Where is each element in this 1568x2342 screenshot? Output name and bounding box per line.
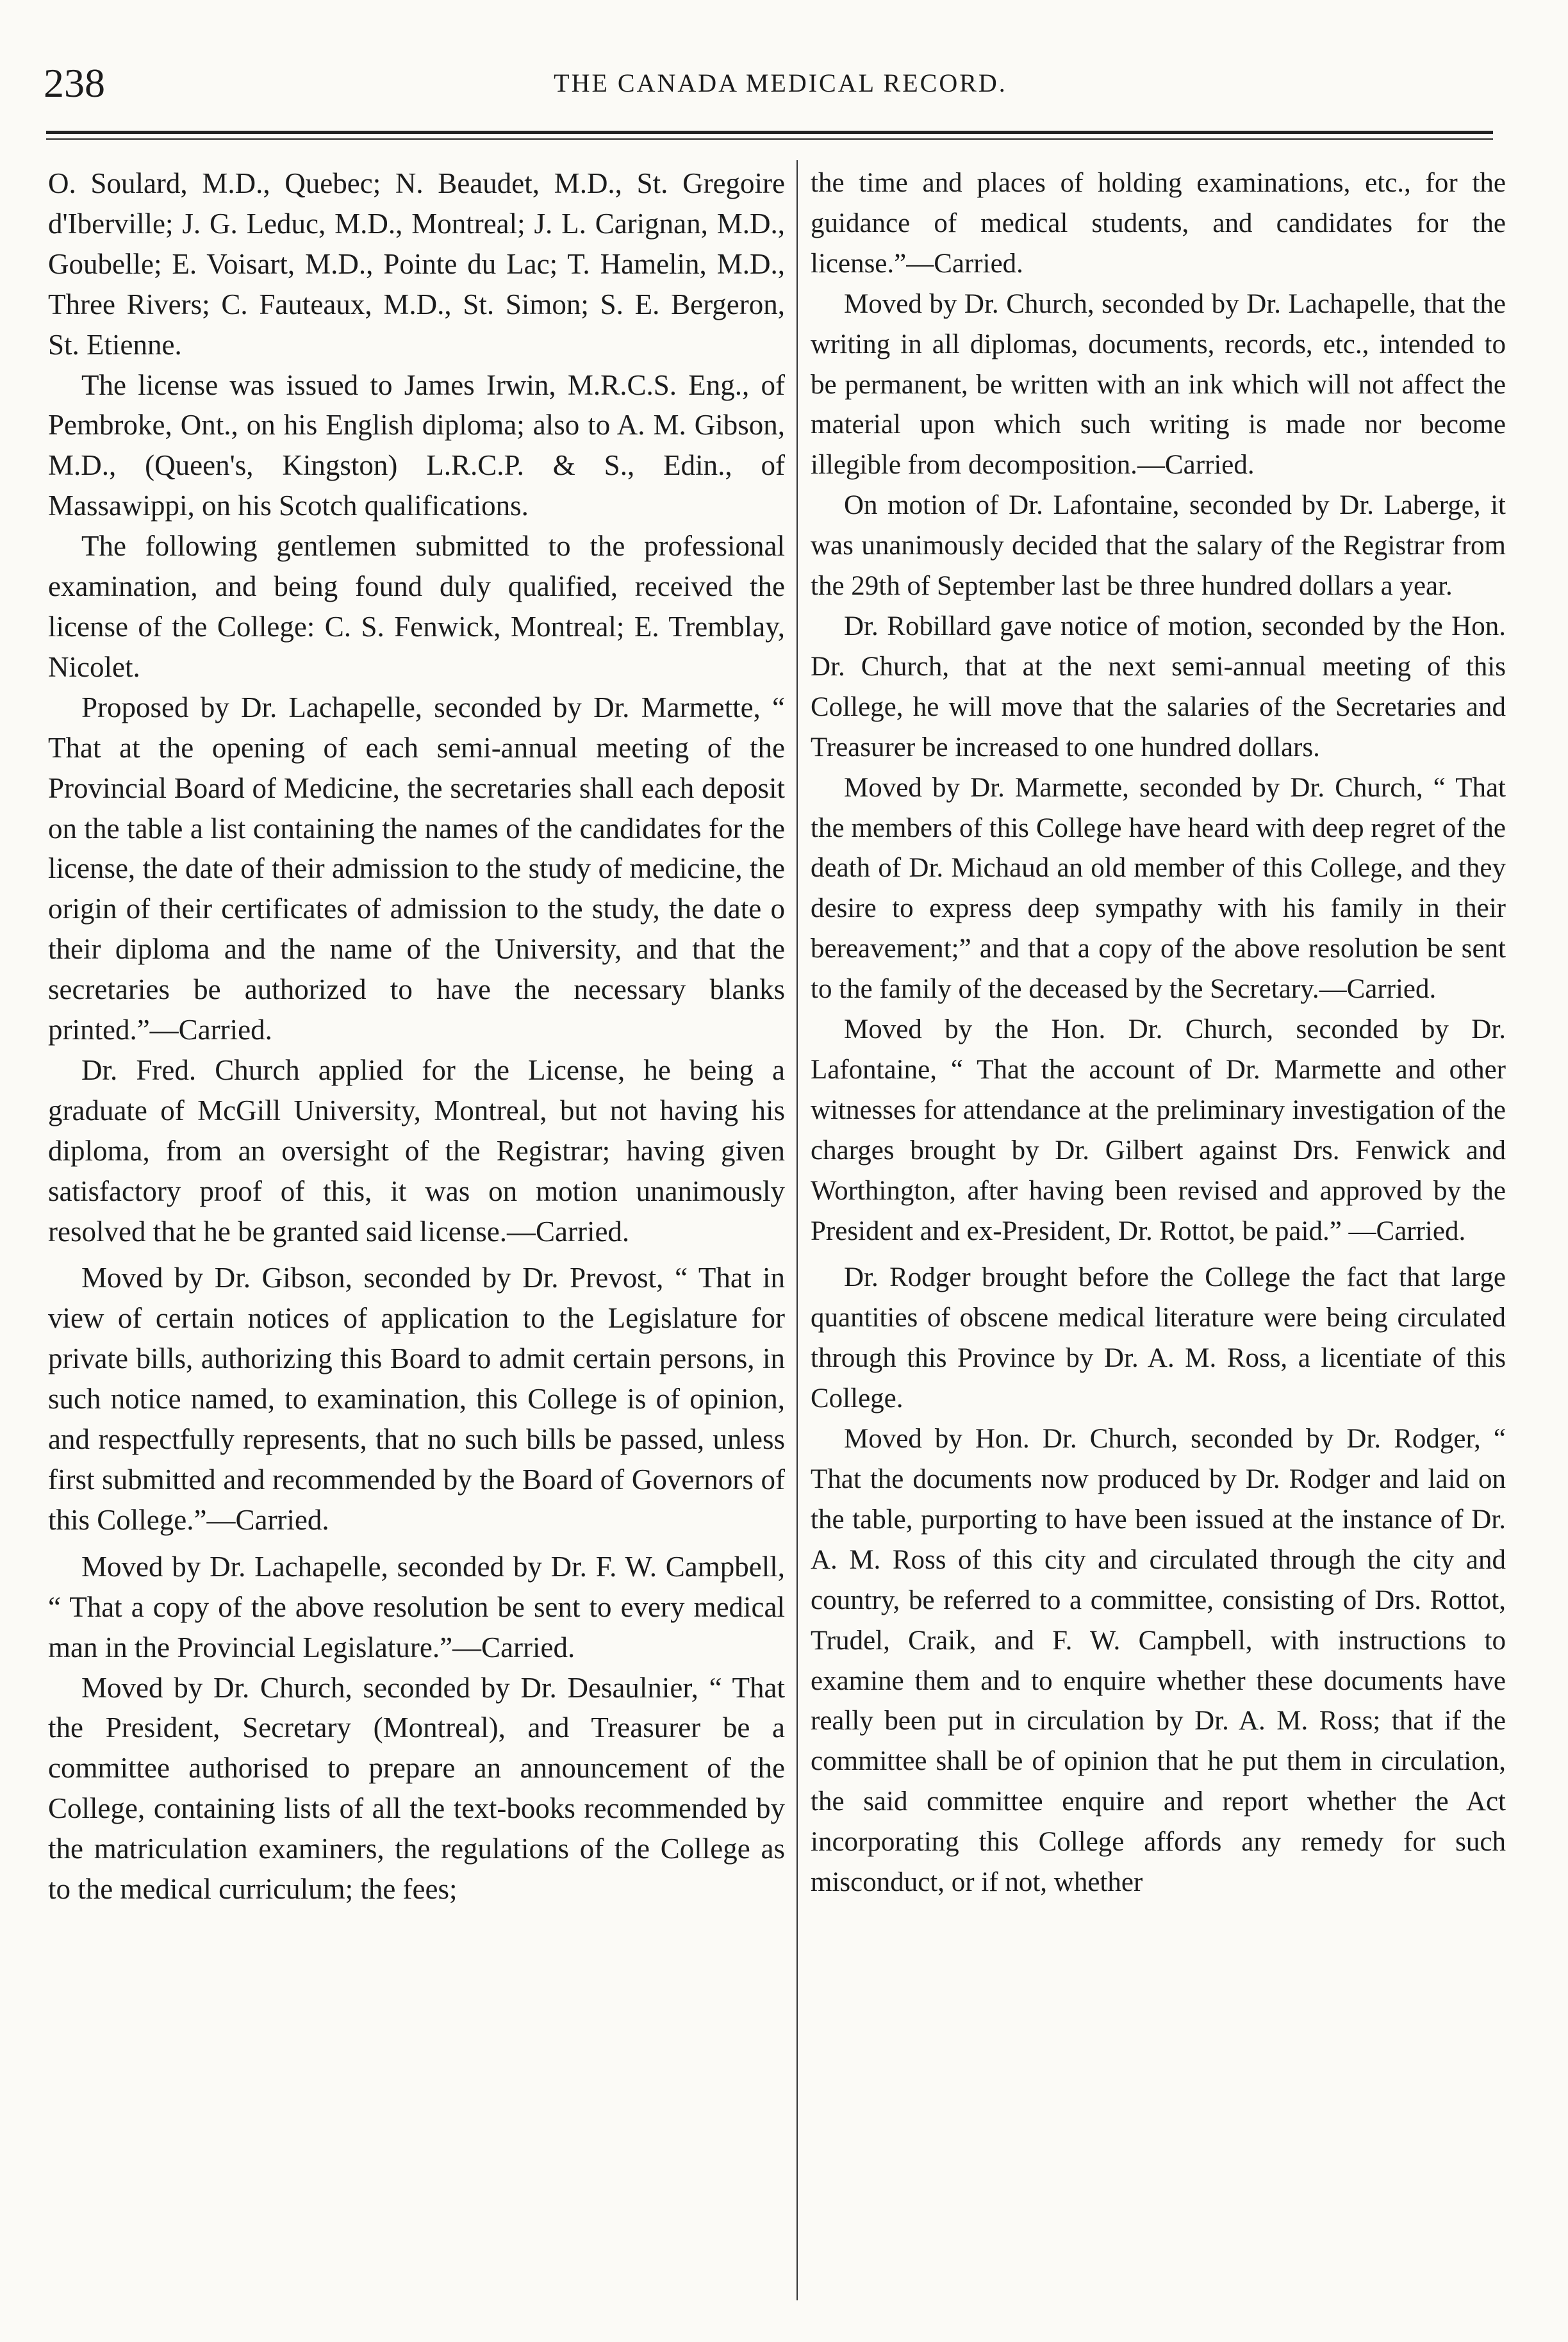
paragraph: Dr. Rodger brought before the College the fact that large quantities of obscene medical literature were being circulated through this Province by Dr. A. M. Ross, a licentiate of this College. [811, 1262, 1506, 1414]
paragraph: On motion of Dr. Lafontaine, seconded by Dr. Laberge, it was unanimously decided that the salary of the Registrar from the 29th of September last be three hundred dollars a year. [811, 490, 1506, 602]
paragraph: Proposed by Dr. Lachapelle, seconded by Dr. Marmette, “ That at the opening of each semi-annual meeting of the Provincial Board of Medicine, the secretaries shall each deposit on the table a list containing the names of the candidates for the license, the date of their admission to the study of medicine, the origin of their certificates of admission to the study, the date o their diploma and the name of the University, and that the secretaries be authorized to have the necessary blanks printed.”—Carried. [48, 691, 785, 1046]
paragraph: Moved by Dr. Marmette, seconded by Dr. Church, “ That the members of this College have heard with deep regret of the death of Dr. Michaud an old member of this College, and they desire to express deep sympathy with his family in their bereavement;” and that a copy of the above resolution be sent to the family of the deceased by the Secretary.—Carried. [811, 772, 1506, 1005]
right-column [811, 163, 1506, 1903]
paragraph: O. Soulard, M.D., Quebec; N. Beaudet, M.D., St. Gregoire d'Iberville; J. G. Leduc, M.D., Montreal; J. L. Carignan, M.D., Goubelle; E. Voisart, M.D., Pointe du Lac; T. Hamelin, M.D., Three Rivers; C. Fauteaux, M.D., St. Simon; S. E. Bergeron, St. Etienne. [48, 167, 785, 361]
running-title: THE CANADA MEDICAL RECORD. [554, 69, 1007, 97]
paragraph: the time and places of holding examinations, etc., for the guidance of medical students, and candidates for the license.”—Carried. [811, 168, 1506, 279]
paragraph: Dr. Robillard gave notice of motion, seconded by the Hon. Dr. Church, that at the next semi-annual meeting of this College, he will move that the salaries of the Secretaries and Treasurer be increased to one hundred dollars. [811, 611, 1506, 763]
paragraph: Moved by Dr. Gibson, seconded by Dr. Prevost, “ That in view of certain notices of application to the Legislature for private bills, authorizing this Board to admit certain persons, in such notice named, to examination, this College is of opinion, and respectfully represents, that no such bills be passed, unless first submitted and recommended by the Board of Governors of this College.”—Carried. [48, 1262, 785, 1536]
header-rule-thin [46, 138, 1493, 140]
page-header [44, 54, 1517, 112]
paragraph: Moved by Dr. Church, seconded by Dr. Desaulnier, “ That the President, Secretary (Montreal), and Treasurer be a committee authorised to prepare an announcement of the College, containing lists of all the text-books recommended by the matriculation examiners, the regulations of the College as to the medical curriculum; the fees; [48, 1671, 785, 1906]
paragraph: Moved by Hon. Dr. Church, seconded by Dr. Rodger, “ That the documents now produced by Dr. Rodger and laid on the table, purporting to have been issued at the instance of Dr. A. M. Ross of this city and circulated through the city and country, be referred to a committee, consisting of Drs. Rottot, Trudel, Craik, and F. W. Campbell, with instructions to examine them and to enquire whether these documents have really been put in circulation by Dr. A. M. Ross; that if the committee shall be of opinion that he put them in circulation, the said committee enquire and report whether the Act incorporating this College affords any remedy for such misconduct, or if not, whether [811, 1424, 1506, 1898]
header-rule [46, 131, 1493, 134]
paragraph: Moved by Dr. Lachapelle, seconded by Dr. F. W. Campbell, “ That a copy of the above resolution be sent to every medical man in the Provincial Legislature.”—Carried. [48, 1550, 785, 1663]
paragraph: Dr. Fred. Church applied for the License, he being a graduate of McGill University, Montreal, but not having his diploma, from an oversight of the Registrar; having given satisfactory proof of this, it was on motion unanimously resolved that he be granted said license.—Carried. [48, 1053, 785, 1248]
left-column [48, 163, 785, 1909]
page-number: 238 [44, 60, 105, 106]
paragraph: The license was issued to James Irwin, M.R.C.S. Eng., of Pembroke, Ont., on his English diploma; also to A. M. Gibson, M.D., (Queen's, Kingston) L.R.C.P. & S., Edin., of Massawippi, on his Scotch qualifications. [48, 368, 785, 522]
paragraph: Moved by the Hon. Dr. Church, seconded by Dr. Lafontaine, “ That the account of Dr. Marmette and other witnesses for attendance at the preliminary investigation of the charges brought by Dr. Gilbert against Drs. Fenwick and Worthington, after having been revised and approved by the President and ex-President, Dr. Rottot, be paid.” —Carried. [811, 1014, 1506, 1246]
paragraph: The following gentlemen submitted to the professional examination, and being found duly qualified, received the license of the College: C. S. Fenwick, Montreal; E. Tremblay, Nicolet. [48, 530, 785, 683]
paragraph: Moved by Dr. Church, seconded by Dr. Lachapelle, that the writing in all diplomas, documents, records, etc., intended to be permanent, be written with an ink which will not affect the material upon which such writing is made nor become illegible from decomposition.—Carried. [811, 288, 1506, 481]
column-divider [796, 160, 798, 2300]
